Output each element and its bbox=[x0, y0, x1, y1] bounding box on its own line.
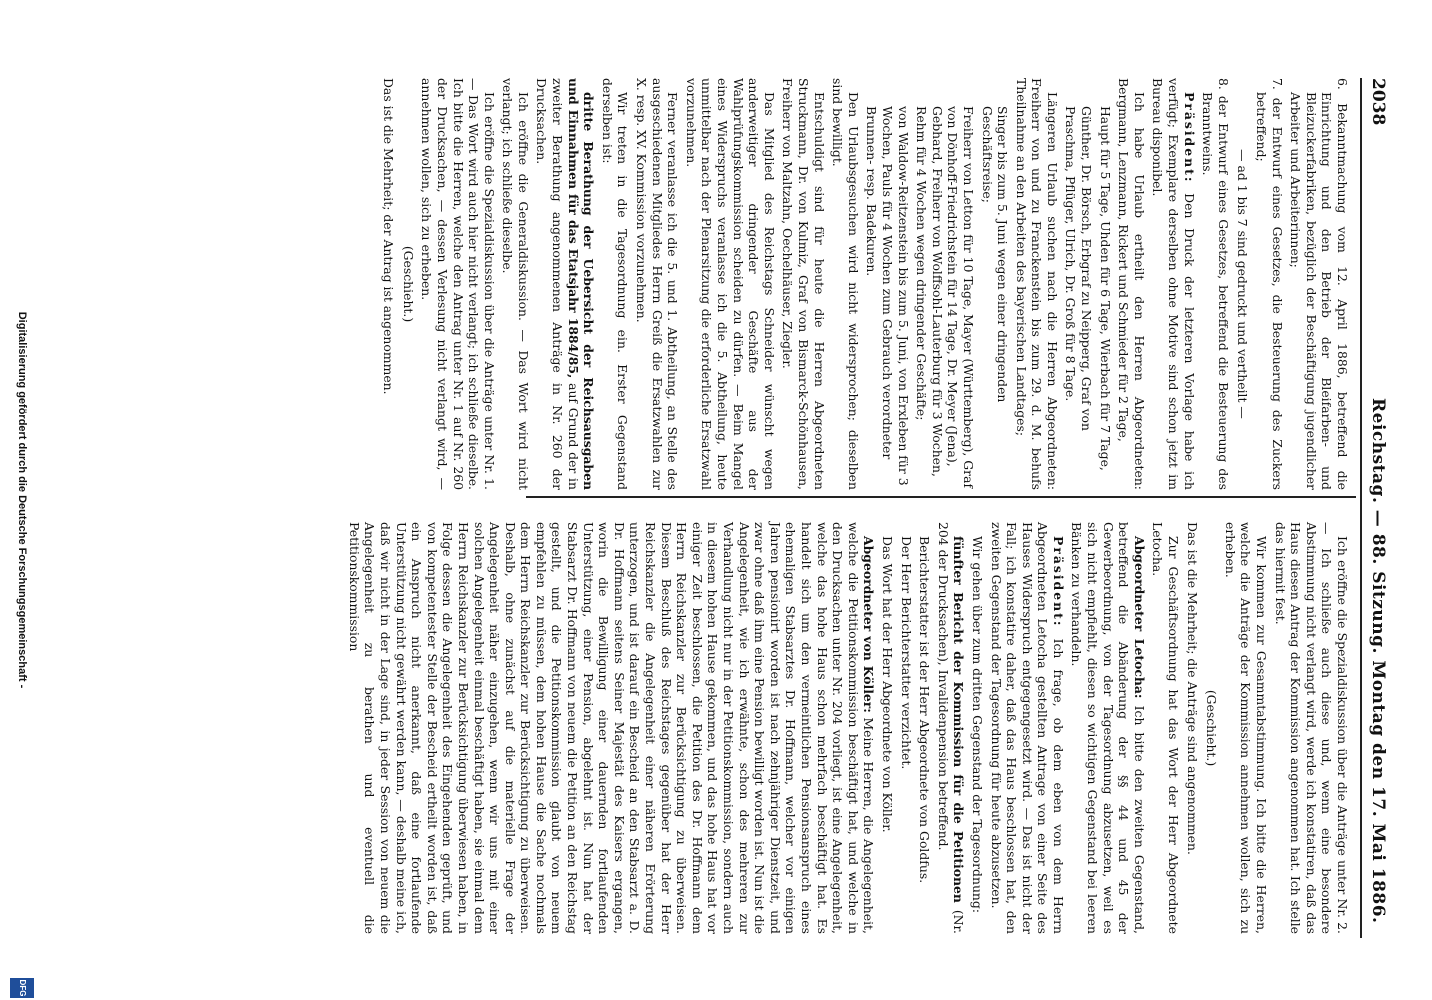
speaker-name: Präsident: bbox=[1050, 536, 1066, 628]
column-divider bbox=[526, 496, 1356, 498]
list-item: 7. der Entwurf eines Gesetzes, die Besteuerung des Zuckers betreffend; bbox=[1254, 78, 1285, 490]
list-item: 6. Bekanntmachung vom 12. April 1886, betreffend die Einrichtung und den Betrieb der Bleifarben- und Bleizuckerfabriken, bezüglich der Beschäftigung jugendlicher Arbeiter und Arbeiterinnen; bbox=[1288, 78, 1350, 490]
paragraph bbox=[988, 522, 1066, 934]
paragraph: Das Wort hat der Herr Abgeordnete von Köller. bbox=[879, 536, 895, 833]
paragraph: Berichterstatter ist der Herr Abgeordnete von Goldfus. bbox=[917, 536, 933, 884]
paragraph: Ich eröffne die Spezialdiskussion über die Anträge unter Nr. 2. — Ich schließe auch diese und, wenn eine besondere Abstimmung nicht verlangt wird, werde ich konstatiren, daß das Haus diesen Antrag der Kommission angenommen hat. Ich stelle das hiermit fest. bbox=[1272, 522, 1350, 934]
stage-direction: (Geschieht.) bbox=[1204, 689, 1220, 767]
paragraph: Der Herr Berichterstatter verzichtet. bbox=[898, 536, 914, 770]
stage-direction: (Geschieht.) bbox=[400, 245, 416, 323]
paragraph: Entschuldigt sind für heute die Herren Abgeordneten Struckmann, Dr. von Kulmiz, Graf von Bismarck-Schönhausen, Freiherr von Maltzahn, Oechelhäuser, Ziegler. bbox=[780, 78, 827, 490]
paragraph: von Waldow-Reitzenstein bis zum 5. Juni, von Erxleben für 3 Wochen, Pauls für 4 Wochen zum Gebrauch verordneter Brunnen- resp. Badekuren. bbox=[864, 106, 911, 486]
digitization-credit: Digitalisierung gefördert durch die Deutsche Forschungsgemeinschaft - bbox=[16, 311, 28, 689]
paragraph-text: Meine Herren, die Angelegenheit, welche die Petitionskommission beschäftigt hat, und welche in den Drucksachen unter Nr. 204 vorliegt, ist eine Angelegenheit, welche das hohe Haus schon mehrfach beschäftigt hat. Es handelt sich um den vermeintlichen Pensionsanspruch eines ehemaligen Stabsarztes Dr. Hoffmann, welcher vor einigen Jahren pensionirt worden ist nach zehnjähriger Dienstzeit, und zwar ohne daß ihm eine Pension bewilligt worden ist. Nun ist die Angelegenheit, wie ich erwähnte, schon des mehreren zur Verhandlung nicht nur in der Petitionskommission, sondern auch in diesem hohen Hause gekommen, und das hohe Haus hat vor einiger Zeit beschlossen, die Petition des Dr. Hoffmann dem Herrn Reichskanzler zur Berücksichtigung zu überweisen. Diesem Beschluß des Reichstages gegenüber hat der Herr Reichskanzler die Angelegenheit einer näheren Erörterung unterzogen, und ist darauf ein Bescheid an den Stabsarzt a. D. Dr. Hoffmann seitens Seiner Majestät des Kaisers ergangen, worin die Bewilligung einer dauernden fortlaufenden Unterstützung, einer Pension, abgelehnt ist. Nun hat der Stabsarzt Dr. Hoffmann von neuem die Petition an den Reichstag gestellt, und die Petitionskommission glaubt von neuem empfehlen zu müssen, dem hohen Hause die Sache nochmals dem Herrn Reichskanzler zur Berücksichtigung zu überweisen. Deshalb, ohne zunächst auf die materielle Frage der Angelegenheit näher einzugehen, wenn wir uns mit einer solchen Angelegenheit einmal beschäftigt haben, sie einmal dem Herrn Reichskanzler zur Berücksichtigung überwiesen haben, in Folge dessen die Angelegenheit des Eingehenden geprüft, und von kompetentester Stelle der Bescheid ertheilt worden ist, daß ein Anspruch nicht anerkannt, daß eine fortlaufende Unterstützung nicht gewährt werden kann, — deshalb meine ich, daß wir nicht in der Lage sind, in jeder Session von neuem die Angelegenheit zu berathen und eventuell die Petitionskommission bbox=[346, 522, 877, 934]
paragraph-text: Den Druck der letzteren Vorlage habe ich verfügt; Exemplare derselben ohne Motive sind schon jetzt im Bureau disponibel. bbox=[1150, 78, 1197, 490]
list-item: 8. der Entwurf eines Gesetzes, betreffend die Besteuerung des Branntweins. bbox=[1200, 78, 1231, 490]
paragraph: Den Urlaubsgesuchen wird nicht widersprochen; dieselben sind bewilligt. bbox=[830, 78, 861, 490]
agenda-item-title: fünfter Bericht der Kommission für die Petitionen bbox=[951, 536, 967, 903]
right-column bbox=[346, 522, 1350, 934]
paragraph bbox=[534, 78, 596, 490]
paragraph-text: Ich bitte den zweiten Gegenstand, betreffend die Abänderung der §§ 44 und 45 der Gewerbeordnung, von der Tagesordnung abzusetzen, weil es sich nicht empfiehlt, diesen so wichtigen Gegenstand bei leeren Bänken zu verhandeln. bbox=[1069, 522, 1147, 934]
paragraph: Das ist die Mehrheit; die Anträge sind angenommen. bbox=[1184, 522, 1200, 855]
paragraph bbox=[1150, 78, 1197, 490]
paragraph bbox=[1069, 522, 1147, 934]
paragraph: Ferner veranlasse ich die 5. und 1. Abtheilung, an Stelle des ausgeschiedenen Mitgliedes Herrn Greiß die Ersatzwahlen zur X. resp. XV. Kommission vorzunehmen. bbox=[634, 78, 681, 490]
speaker-name: Abgeordneter Letocha: bbox=[1131, 536, 1147, 699]
list-note: — ad 1 bis 7 sind gedruckt und vertheilt — bbox=[1235, 149, 1251, 419]
paragraph: Ich eröffne die Generaldiskussion. — Das Wort wird nicht verlangt; ich schließe dieselbe. bbox=[500, 78, 531, 490]
paragraph: Ich habe Urlaub ertheilt den Herren Abgeordneten: Bergmann, Lenzmann, Rickert und Schmieder für 2 Tage, bbox=[1116, 78, 1147, 490]
paragraph-text: auf Grund der in zweiter Berathung angenommenen Anträge in Nr. 260 der Drucksachen. bbox=[534, 78, 581, 490]
paragraph-text: Ich frage, ob dem eben von dem Herrn Abgeordneten Letocha gestellten Antrage von einer Seite des Hauses Widerspruch entgegengesetzt wird. — Das ist nicht der Fall; ich konstatire daher, daß das Haus beschlossen hat, den zweiten Gegenstand der Tagesordnung für heute abzusetzen. bbox=[988, 522, 1066, 934]
paragraph: Günther, Dr. Börsch, Erbgraf zu Neipperg, Graf von Praschma, Pflüger, Ulrich, Dr. Groß für 8 Tage. bbox=[1063, 106, 1095, 431]
speaker-name: Abgeordneter von Köller: bbox=[861, 536, 877, 713]
paragraph bbox=[935, 522, 966, 934]
paragraph: Freiherr von Letton für 10 Tage, Mayer (Württemberg), Graf von Dönhoff-Friedrichstein für 14 Tage, Dr. Meyer (Jena), Gebhard, Freiherr von Wolffsohl-Lauterburg für 3 Wochen, Rehm für 4 Wochen wegen dringender Geschäfte; bbox=[914, 106, 976, 489]
paragraph: Singer bis zum 5. Juni wegen einer dringenden Geschäftsreise; bbox=[979, 106, 1011, 403]
dfg-logo: DFG bbox=[10, 978, 34, 998]
paragraph: Ich eröffne die Spezialdiskussion über die Anträge unter Nr. 1. — Das Wort wird auch hier nicht verlangt; ich schließe dieselbe. Ich bitte die Herren, welche den Antrag unter Nr. 1 auf Nr. 260 der Drucksachen, — dessen Verlesung nicht verlangt wird, — annehmen wollen, sich zu erheben. bbox=[419, 78, 497, 490]
paragraph: Längeren Urlaub suchen nach die Herren Abgeordneten: Freiherr von und zu Franckenstein bis zum 29. d. M. behufs Theilnahme an den Arbeiten des bayerischen Landtages; bbox=[1013, 78, 1060, 490]
paragraph: Das Mitglied des Reichstags Schneider wünscht wegen anderweitiger dringender Geschäfte aus der Wahlprüfungskommission scheiden zu dürfen. — Beim Mangel eines Widerspruchs veranlasse ich die 5. Abtheilung, heute unmittelbar nach der Plenarsitzung die erforderliche Ersatzwahl vorzunehmen. bbox=[683, 78, 777, 490]
paragraph: Das ist die Mehrheit; der Antrag ist angenommen. bbox=[381, 78, 397, 395]
paragraph: Zur Geschäftsordnung hat das Wort der Herr Abgeordnete Letocha. bbox=[1150, 522, 1182, 934]
left-column bbox=[381, 78, 1350, 490]
paragraph: Wir treten in die Tagesordnung ein. Erster Gegenstand derselben ist: bbox=[599, 78, 631, 490]
paragraph: Wir gehen über zum dritten Gegenstand der Tagesordnung: bbox=[969, 536, 985, 914]
paragraph bbox=[346, 522, 876, 934]
page-number: 2038 bbox=[1368, 78, 1388, 126]
page-header bbox=[1360, 78, 1390, 938]
paragraph-text: (Nr. 204 der Drucksachen), Invalidenpension betreffend. bbox=[935, 522, 967, 934]
agenda-item-title: dritte Berathung der Uebersicht der Reichsausgaben und Einnahmen für das Etatsjahr 1884/85, bbox=[565, 78, 597, 490]
paragraph: Wir kommen zur Gesammtabstimmung. Ich bitte die Herren, welche die Anträge der Kommission annehmen wollen, sich zu erheben. bbox=[1222, 522, 1270, 934]
paragraph: Haupt für 5 Tage, Uhden für 6 Tage, Wierbach für 7 Tage, bbox=[1097, 106, 1113, 471]
speaker-name: Präsident: bbox=[1181, 92, 1197, 184]
running-title: Reichstag. — 88. Sitzung. Montag den 17. Mai 1886. bbox=[1368, 398, 1388, 924]
